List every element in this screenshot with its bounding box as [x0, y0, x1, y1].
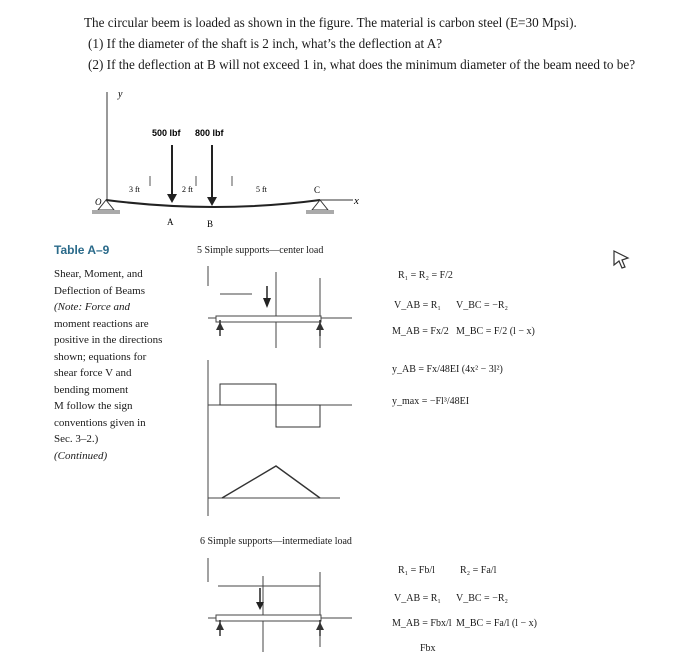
sidebar-line: (Continued) [54, 449, 108, 462]
dim-bc-label: 5 ft [256, 185, 267, 194]
y-axis-label: y [118, 89, 123, 100]
formula-ymax: y_max = −Fl³/48EI [392, 396, 470, 407]
point-a-label: A [167, 217, 174, 227]
sidebar-line: conventions given in [54, 416, 146, 429]
problem-intro: The circular beem is loaded as shown in the figure. The material is carbon steel (E=30 Mpsi). [84, 15, 577, 30]
beam-figure [0, 0, 700, 240]
sidebar-line: positive in the directions [54, 334, 163, 346]
formula-vab-6: V_AB = R₁ [394, 593, 441, 604]
formula-vab: V_AB = R₁ [394, 300, 441, 311]
sidebar-line: shown; equations for [54, 350, 147, 363]
formula-r2: R₂ = Fa/l [460, 565, 497, 576]
point-c-label: C [314, 185, 321, 195]
sidebar-line: shear force V and [54, 367, 132, 379]
formula-vbc-6: V_BC = −R₂ [456, 593, 508, 604]
sidebar-line: bending moment [54, 383, 129, 396]
dim-oa-label: 3 ft [129, 185, 140, 194]
formula-r1: R₁ = Fb/l [398, 565, 435, 576]
formula-r1r2: R₁ = R₂ = F/2 [398, 270, 453, 281]
cursor-arrow-icon [610, 248, 632, 270]
sidebar-line: M follow the sign [54, 400, 133, 412]
sidebar-line: Deflection of Beams [54, 284, 146, 297]
table-sidebar [54, 266, 189, 464]
table-title: Table A–9 [54, 243, 110, 257]
load-arrow-a [167, 145, 177, 203]
sidebar-line: Shear, Moment, and [54, 268, 143, 280]
load-a-label: 500 lbf [152, 128, 181, 138]
section-6-title: 6 Simple supports—intermediate load [200, 536, 352, 547]
formula-vbc: V_BC = −R₂ [456, 300, 508, 311]
question-2: (2) If the deflection at B will not exceed 1 in, what does the minimum diameter of the beam need to be? [88, 57, 636, 72]
formula-mab-6: M_AB = Fbx/l [392, 618, 452, 629]
formula-next-partial: Fbx [420, 643, 436, 654]
load-arrow-b [207, 145, 217, 206]
point-b-label: B [207, 219, 214, 229]
section-5-title: 5 Simple supports—center load [197, 245, 324, 256]
sidebar-line: Sec. 3–2.) [54, 433, 99, 445]
sidebar-line: (Note: Force and [54, 301, 130, 313]
dim-ab-label: 2 ft [182, 185, 193, 194]
formula-mab: M_AB = Fx/2 [392, 326, 449, 337]
sidebar-line: moment reactions are [54, 317, 149, 330]
x-axis-label: x [354, 195, 359, 207]
formula-mbc: M_BC = F/2 (l − x) [456, 326, 535, 337]
formula-mbc-6: M_BC = Fa/l (l − x) [456, 618, 538, 629]
origin-label: O [95, 197, 102, 207]
question-1: (1) If the diameter of the shaft is 2 inch, what’s the deflection at A? [88, 36, 443, 51]
formula-yab: y_AB = Fx/48EI (4x² − 3l²) [392, 364, 503, 375]
load-b-label: 800 lbf [195, 128, 224, 138]
section-5-diagrams [200, 258, 370, 523]
section-6-diagram [200, 552, 370, 655]
